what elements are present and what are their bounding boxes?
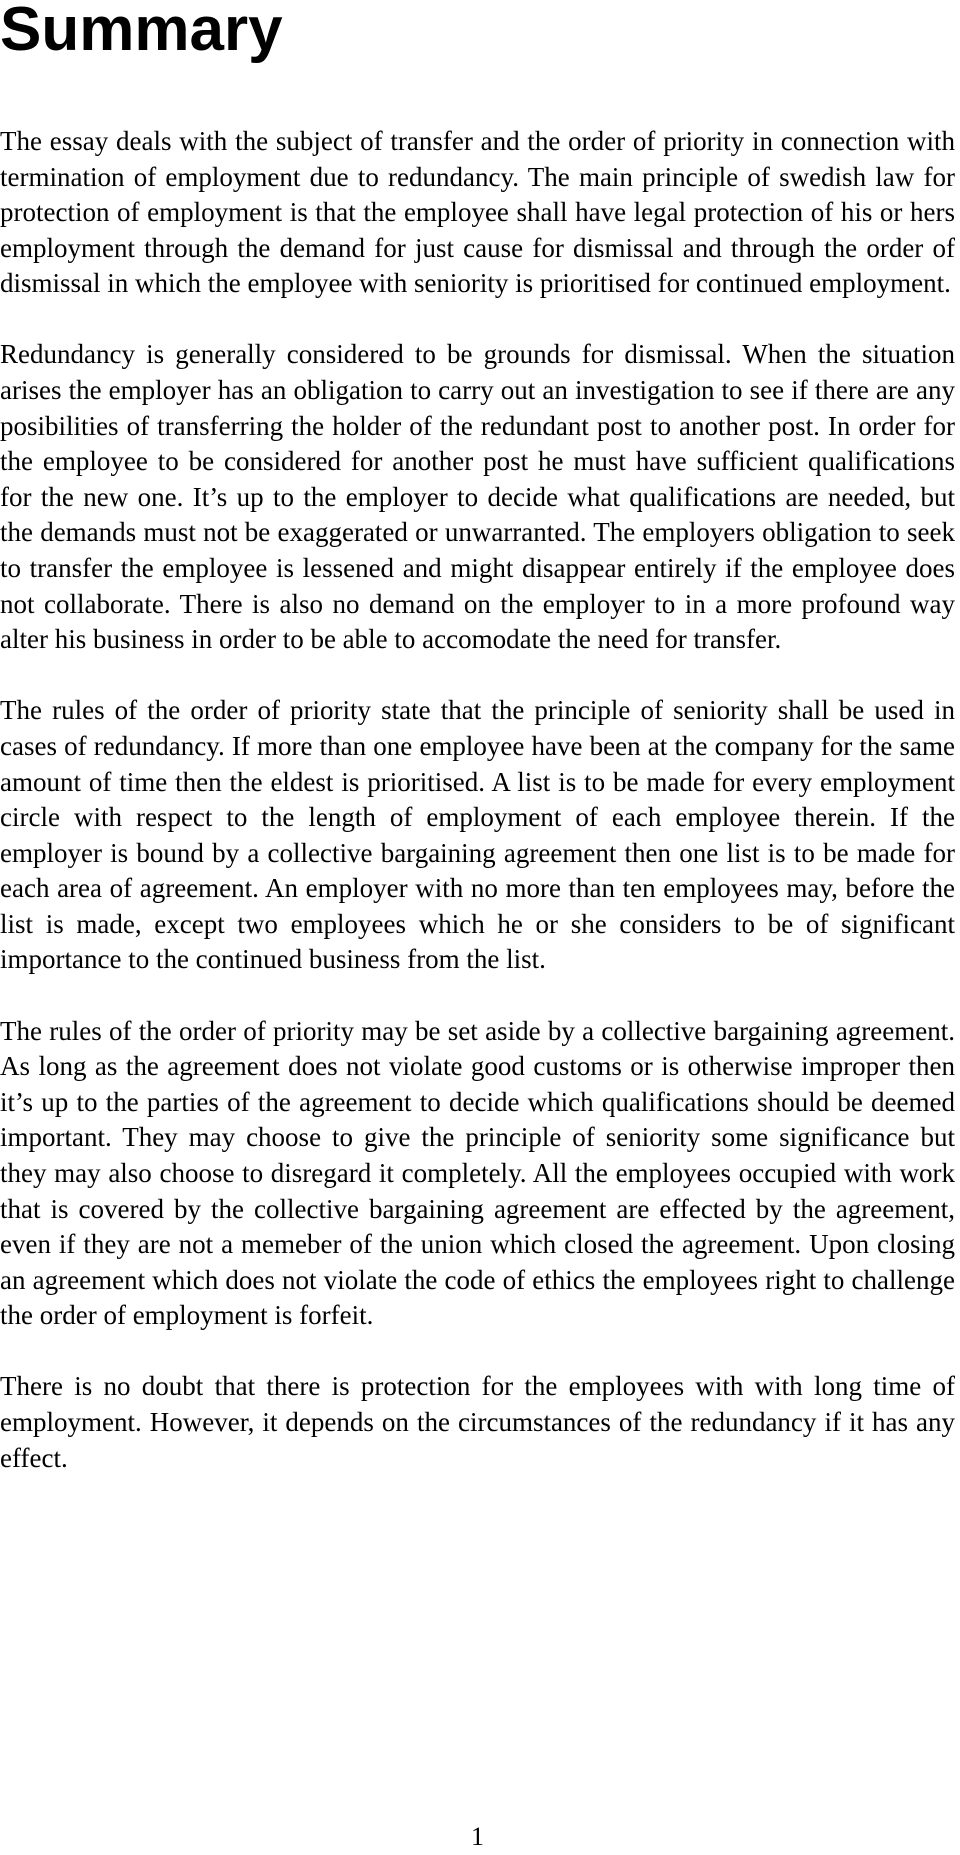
paragraph-3: The rules of the order of priority state that the principle of seniority shall be used in cases of redundancy. If more than one employee have been at the company for the same amount of time then the eldest is prioritised. A list is to be made for every employment circle with respect to the length of employment of each employee therein. If the employer is bound by a collective bargaining agreement then one list is to be made for each area of agreement. An employer with no more than ten employees may, before the list is made, except two employees which he or she considers to be of significant importance to the continued business from the list. [0, 695, 955, 975]
paragraph-2: Redundancy is generally considered to be grounds for dismissal. When the situation arises the employer has an obligation to carry out an investigation to see if there are any posibilities of transferring the holder of the redundant post to another post. In order for the employee to be considered for another post he must have sufficient qualifications for the new one. It’s up to the employer to decide what qualifications are needed, but the demands must not be exaggerated or unwarranted. The employers obligation to seek to transfer the employee is lessened and might disappear entirely if the employee does not collaborate. There is also no demand on the employer to in a more profound way alter his business in order to be able to accomodate the need for transfer. [0, 339, 955, 655]
summary-body [0, 124, 955, 1512]
paragraph-5: There is no doubt that there is protection for the employees with with long time of employment. However, it depends on the circumstances of the redundancy if it has any effect. [0, 1371, 955, 1473]
paragraph-4: The rules of the order of priority may be set aside by a collective bargaining agreement. As long as the agreement does not violate good customs or is otherwise improper then it’s up to the parties of the agreement to decide which qualifications should be deemed important. They may choose to give the principle of seniority some significance but they may also choose to disregard it completely. All the employees occupied with work that is covered by the collective bargaining agreement are effected by the agreement, even if they are not a memeber of the union which closed the agreement. Upon closing an agreement which does not violate the code of ethics the employees right to challenge the order of employment is forfeit. [0, 1015, 955, 1331]
page-number: 1 [471, 1822, 484, 1851]
page-title: Summary [0, 0, 283, 64]
paragraph-1: The essay deals with the subject of transfer and the order of priority in connection with termination of employment due to redundancy. The main principle of swedish law for protection of employment is that the employee shall have legal protection of his or hers employment through the demand for just cause for dismissal and through the order of dismissal in which the employee with seniority is prioritised for continued employment. [0, 126, 955, 299]
